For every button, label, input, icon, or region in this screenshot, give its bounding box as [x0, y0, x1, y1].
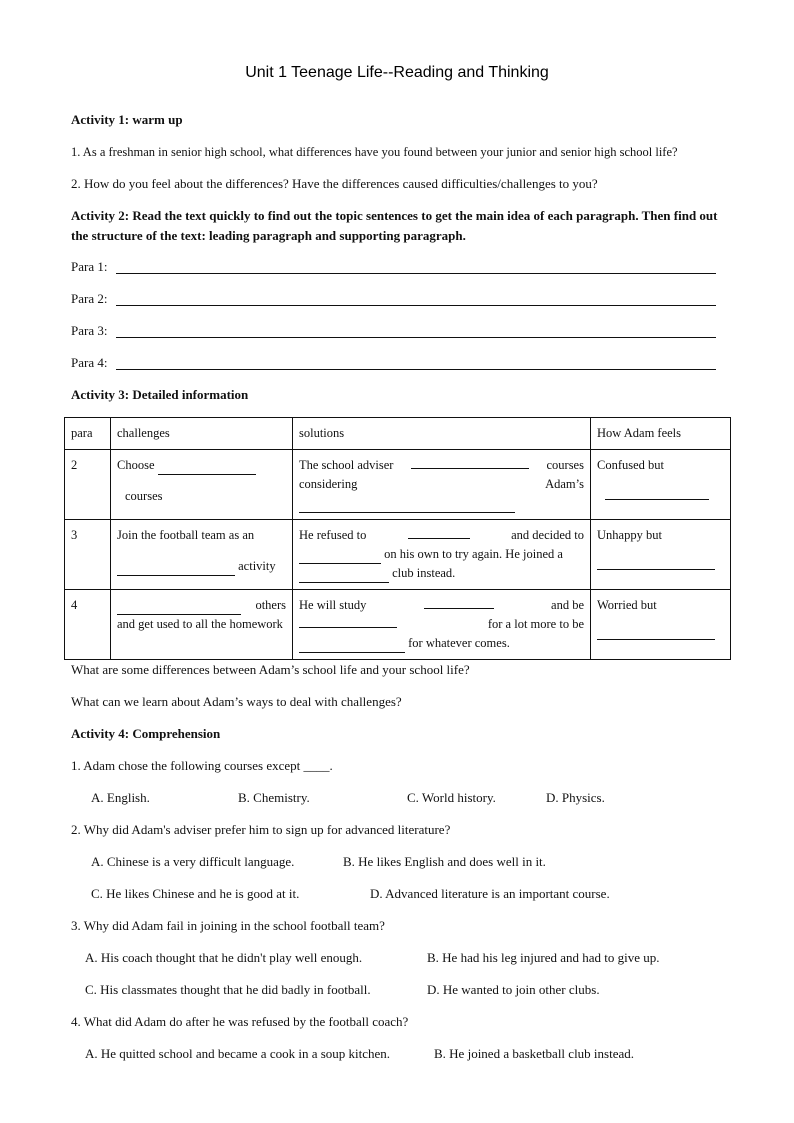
table-row: [65, 450, 731, 520]
blank[interactable]: [597, 627, 715, 640]
activity1-heading: Activity 1: warm up: [71, 112, 183, 127]
question-3: 3. Why did Adam fail in joining in the school football team?: [71, 918, 385, 933]
option-4b[interactable]: B. He joined a basketball club instead.: [434, 1046, 635, 1061]
row-feels: Confused but: [591, 450, 731, 520]
blank[interactable]: [299, 551, 381, 564]
row-challenge: Choose courses: [111, 450, 293, 520]
row-solution: He refused to and decided to on his own to try again. He joined a club instead.: [293, 520, 591, 590]
question-1: 1. Adam chose the following courses except ____.: [71, 758, 333, 773]
header-challenges: challenges: [111, 418, 293, 450]
row-challenge: Join the football team as an activity: [111, 520, 293, 590]
header-feels: How Adam feels: [591, 418, 731, 450]
blank[interactable]: [411, 456, 529, 469]
activity4-heading: Activity 4: Comprehension: [71, 726, 221, 741]
activity2-heading: Activity 2: Read the text quickly to find out the topic sentences to get the main idea of each paragraph. Then find out the structure of the text: leading paragraph and supporting paragraph.: [71, 208, 718, 243]
blank[interactable]: [299, 640, 405, 653]
option-2d[interactable]: D. Advanced literature is an important course.: [370, 886, 610, 901]
table-row: [65, 590, 731, 660]
blank[interactable]: [299, 500, 515, 513]
blank[interactable]: [424, 596, 494, 609]
option-1d[interactable]: D. Physics.: [546, 790, 605, 805]
row-solution: The school adviser courses considering Adam’s: [293, 450, 591, 520]
question-4: 4. What did Adam do after he was refused by the football coach?: [71, 1014, 409, 1029]
para-2-label: Para 2:: [71, 291, 108, 306]
blank[interactable]: [117, 602, 241, 615]
option-2c[interactable]: C. He likes Chinese and he is good at it.: [91, 886, 300, 901]
option-2a[interactable]: A. Chinese is a very difficult language.: [91, 854, 295, 869]
option-3d[interactable]: D. He wanted to join other clubs.: [427, 982, 600, 997]
para-4-label: Para 4:: [71, 355, 108, 370]
option-3a[interactable]: A. His coach thought that he didn't play well enough.: [85, 950, 363, 965]
option-1b[interactable]: B. Chemistry.: [238, 790, 310, 805]
activity3-question-1: What are some differences between Adam’s school life and your school life?: [71, 662, 470, 677]
detail-table: [64, 417, 731, 660]
para-3-label: Para 3:: [71, 323, 108, 338]
blank[interactable]: [299, 615, 397, 628]
row-challenge: others and get used to all the homework: [111, 590, 293, 660]
option-4a[interactable]: A. He quitted school and became a cook in a soup kitchen.: [85, 1046, 391, 1061]
blank[interactable]: [117, 563, 235, 576]
activity1-question-2: 2. How do you feel about the differences? Have the differences caused difficulties/challenges to you?: [71, 176, 598, 191]
option-3b[interactable]: B. He had his leg injured and had to give up.: [427, 950, 660, 965]
row-para: 4: [65, 590, 111, 660]
row-para: 2: [65, 450, 111, 520]
page-title: Unit 1 Teenage Life--Reading and Thinking: [245, 64, 549, 81]
table-header-row: [65, 418, 731, 450]
option-3c[interactable]: C. His classmates thought that he did badly in football.: [85, 982, 371, 997]
para-2-answer-line[interactable]: [116, 305, 716, 306]
row-feels: Worried but: [591, 590, 731, 660]
activity3-heading: Activity 3: Detailed information: [71, 387, 249, 402]
question-2: 2. Why did Adam's adviser prefer him to sign up for advanced literature?: [71, 822, 451, 837]
para-4-answer-line[interactable]: [116, 369, 716, 370]
blank[interactable]: [158, 462, 256, 475]
header-para: para: [65, 418, 111, 450]
para-1-answer-line[interactable]: [116, 273, 716, 274]
blank[interactable]: [605, 487, 709, 500]
option-2b[interactable]: B. He likes English and does well in it.: [343, 854, 546, 869]
option-1a[interactable]: A. English.: [91, 790, 150, 805]
blank[interactable]: [408, 526, 470, 539]
blank[interactable]: [299, 570, 389, 583]
activity3-question-2: What can we learn about Adam’s ways to deal with challenges?: [71, 694, 402, 709]
table-row: [65, 520, 731, 590]
activity1-question-1: 1. As a freshman in senior high school, what differences have you found between your junior and senior high school life?: [71, 145, 678, 159]
row-feels: Unhappy but: [591, 520, 731, 590]
para-1-label: Para 1:: [71, 259, 108, 274]
header-solutions: solutions: [293, 418, 591, 450]
blank[interactable]: [597, 557, 715, 570]
option-1c[interactable]: C. World history.: [407, 790, 496, 805]
row-solution: He will study and be for a lot more to be for whatever comes.: [293, 590, 591, 660]
row-para: 3: [65, 520, 111, 590]
para-3-answer-line[interactable]: [116, 337, 716, 338]
